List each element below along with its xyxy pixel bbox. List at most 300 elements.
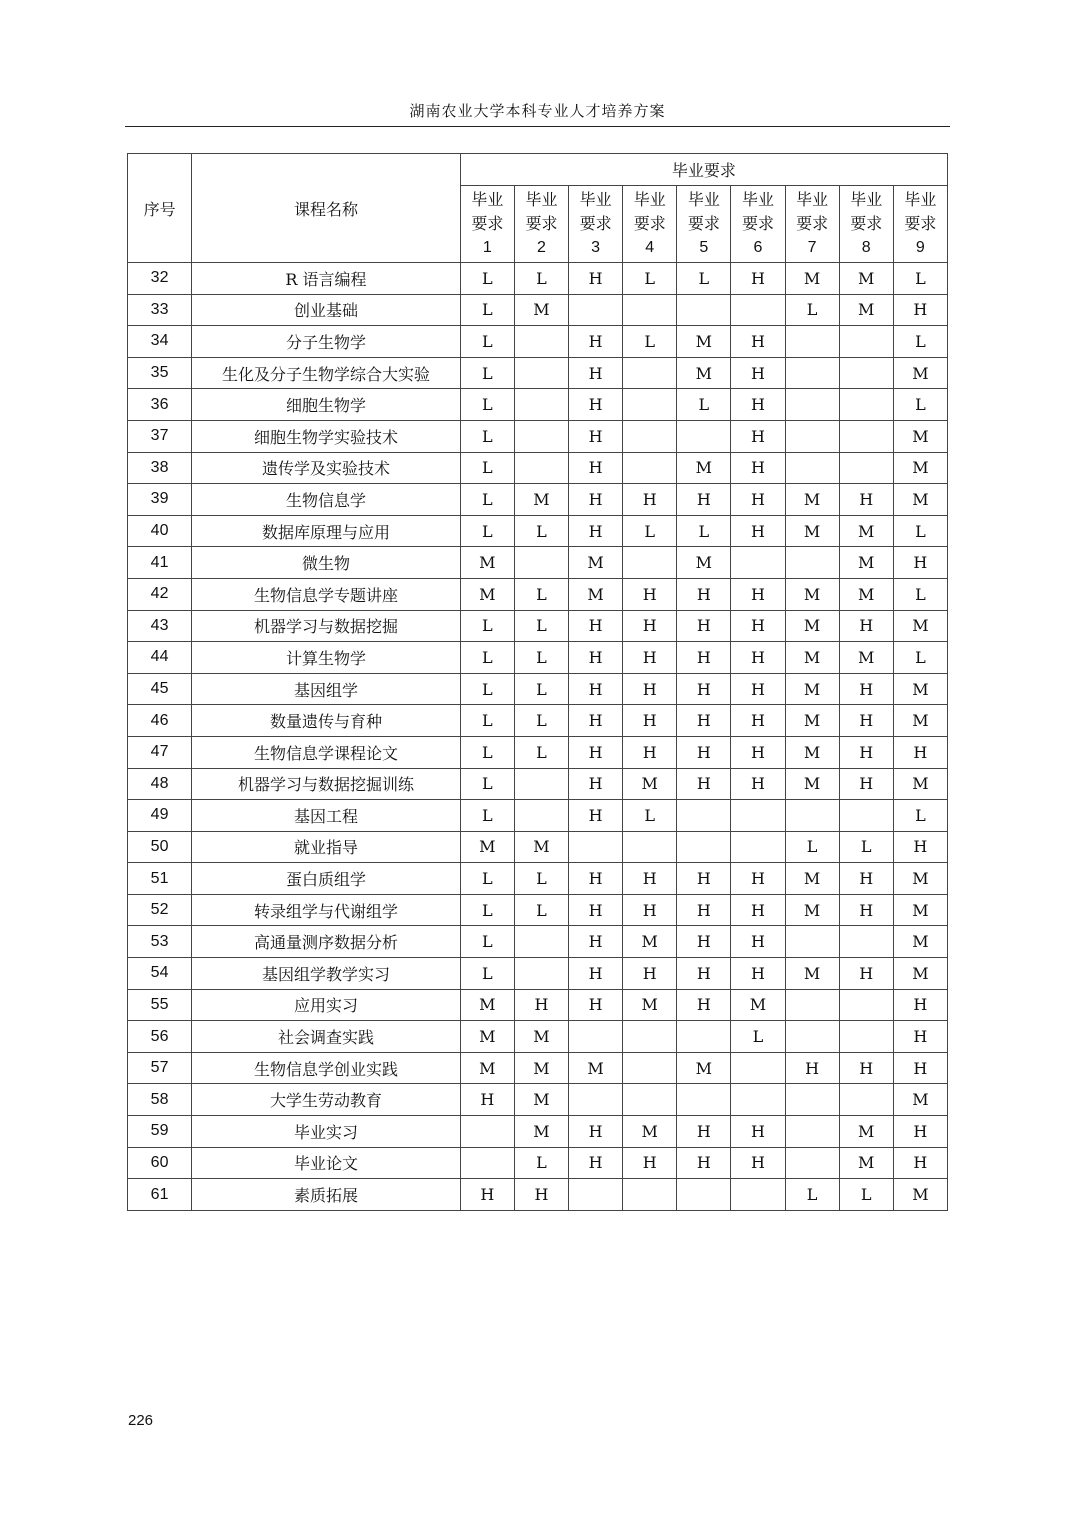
requirement-level-cell: H	[514, 1179, 568, 1211]
requirement-level-cell: H	[731, 926, 785, 958]
requirement-level-cell: L	[893, 578, 947, 610]
header-requirement-5	[677, 186, 731, 263]
requirement-level-cell	[785, 989, 839, 1021]
requirement-level-cell: H	[623, 705, 677, 737]
requirement-level-cell: M	[460, 831, 514, 863]
requirement-level-cell: M	[460, 1052, 514, 1084]
requirement-level-cell: L	[514, 515, 568, 547]
requirement-level-cell: H	[893, 736, 947, 768]
requirement-level-cell	[677, 420, 731, 452]
requirement-level-cell	[514, 357, 568, 389]
requirement-level-cell	[839, 326, 893, 358]
requirement-label-l2: 要求	[525, 214, 558, 233]
requirement-level-cell: M	[623, 768, 677, 800]
header-requirements-group: 毕业要求	[460, 154, 947, 186]
table-row	[128, 1021, 948, 1053]
requirement-level-cell: H	[623, 610, 677, 642]
requirement-level-cell: L	[839, 1179, 893, 1211]
requirement-level-cell: M	[460, 989, 514, 1021]
requirement-level-cell: L	[514, 673, 568, 705]
course-name: 转录组学与代谢组学	[192, 894, 461, 926]
requirement-level-cell: M	[785, 642, 839, 674]
requirement-level-cell: H	[731, 1147, 785, 1179]
table-row	[128, 831, 948, 863]
requirement-label-l2: 要求	[796, 214, 829, 233]
requirement-level-cell: H	[623, 736, 677, 768]
requirement-level-cell: M	[623, 926, 677, 958]
requirement-level-cell: H	[569, 958, 623, 990]
requirement-level-cell: M	[569, 1052, 623, 1084]
requirement-level-cell: H	[839, 610, 893, 642]
requirement-level-cell: M	[893, 958, 947, 990]
course-name: 创业基础	[192, 294, 461, 326]
row-index: 48	[128, 768, 192, 800]
requirement-level-cell: L	[623, 800, 677, 832]
requirement-level-cell: H	[731, 484, 785, 516]
requirement-level-cell: H	[677, 768, 731, 800]
requirement-level-cell: H	[731, 958, 785, 990]
table-row	[128, 420, 948, 452]
page-number: 226	[128, 1412, 154, 1429]
table-row	[128, 800, 948, 832]
requirement-level-cell	[839, 357, 893, 389]
requirement-level-cell	[785, 1084, 839, 1116]
requirement-level-cell	[569, 294, 623, 326]
requirement-level-cell	[623, 831, 677, 863]
table-row	[128, 768, 948, 800]
requirement-level-cell: H	[731, 357, 785, 389]
table-row	[128, 705, 948, 737]
requirement-label-l2: 要求	[579, 214, 612, 233]
requirement-level-cell: L	[460, 515, 514, 547]
table-row	[128, 610, 948, 642]
requirement-level-cell: H	[623, 484, 677, 516]
requirement-label-l1: 毕业	[525, 190, 558, 209]
requirement-level-cell: M	[839, 642, 893, 674]
requirement-level-cell	[731, 831, 785, 863]
requirement-level-cell: H	[569, 800, 623, 832]
requirement-level-cell: H	[569, 894, 623, 926]
requirement-level-cell: H	[569, 642, 623, 674]
table-row	[128, 958, 948, 990]
requirement-level-cell	[785, 326, 839, 358]
requirement-level-cell: L	[460, 736, 514, 768]
table-row	[128, 736, 948, 768]
requirement-level-cell: L	[893, 326, 947, 358]
requirement-level-cell: M	[893, 610, 947, 642]
requirement-level-cell	[623, 389, 677, 421]
requirement-level-cell: H	[731, 515, 785, 547]
requirement-level-cell: M	[893, 926, 947, 958]
requirement-level-cell: L	[460, 673, 514, 705]
requirement-level-cell: L	[785, 294, 839, 326]
requirement-level-cell: H	[731, 642, 785, 674]
course-name: 应用实习	[192, 989, 461, 1021]
requirement-level-cell: M	[785, 263, 839, 295]
requirement-level-cell: H	[731, 263, 785, 295]
requirement-level-cell: H	[569, 357, 623, 389]
requirement-level-cell	[514, 452, 568, 484]
requirement-level-cell	[514, 800, 568, 832]
table-row	[128, 263, 948, 295]
requirement-level-cell: M	[514, 1084, 568, 1116]
requirement-label-l1: 毕业	[904, 190, 937, 209]
header-requirement-8	[839, 186, 893, 263]
requirement-level-cell: H	[893, 989, 947, 1021]
requirement-level-cell: H	[569, 263, 623, 295]
requirement-level-cell: M	[785, 515, 839, 547]
row-index: 56	[128, 1021, 192, 1053]
header-requirement-2	[514, 186, 568, 263]
requirement-level-cell: L	[460, 484, 514, 516]
row-index: 33	[128, 294, 192, 326]
requirement-level-cell	[839, 800, 893, 832]
row-index: 57	[128, 1052, 192, 1084]
course-name: 生物信息学课程论文	[192, 736, 461, 768]
requirement-label-l1: 毕业	[741, 190, 774, 209]
course-name: 生物信息学	[192, 484, 461, 516]
requirement-level-cell: H	[677, 989, 731, 1021]
course-name: 蛋白质组学	[192, 863, 461, 895]
course-name: 大学生劳动教育	[192, 1084, 461, 1116]
requirement-level-cell	[514, 768, 568, 800]
requirement-label-l1: 毕业	[471, 190, 504, 209]
requirement-level-cell	[731, 1179, 785, 1211]
header-requirement-9	[893, 186, 947, 263]
requirement-level-cell: L	[785, 831, 839, 863]
requirement-level-cell	[785, 800, 839, 832]
requirement-level-cell: H	[893, 547, 947, 579]
requirement-level-cell: M	[839, 263, 893, 295]
requirement-level-cell	[839, 989, 893, 1021]
requirement-level-cell	[785, 420, 839, 452]
requirement-level-cell: H	[677, 926, 731, 958]
requirement-level-cell: L	[514, 642, 568, 674]
requirement-level-cell: M	[893, 420, 947, 452]
course-name: 生物信息学专题讲座	[192, 578, 461, 610]
requirement-label-n: 8	[861, 239, 871, 256]
requirement-level-cell: L	[514, 578, 568, 610]
requirement-level-cell: L	[514, 736, 568, 768]
requirement-level-cell: L	[514, 610, 568, 642]
requirement-level-cell	[785, 547, 839, 579]
table-row	[128, 1179, 948, 1211]
requirement-level-cell: H	[731, 736, 785, 768]
requirement-level-cell: M	[785, 736, 839, 768]
table-row	[128, 642, 948, 674]
requirement-level-cell: H	[569, 452, 623, 484]
requirement-label-n: 7	[807, 239, 817, 256]
requirement-level-cell: H	[677, 894, 731, 926]
requirement-level-cell: H	[677, 642, 731, 674]
row-index: 55	[128, 989, 192, 1021]
requirement-level-cell: H	[569, 768, 623, 800]
requirement-level-cell: M	[569, 547, 623, 579]
page-header-title: 湖南农业大学本科专业人才培养方案	[125, 100, 950, 127]
course-name: 基因组学教学实习	[192, 958, 461, 990]
requirement-level-cell	[731, 294, 785, 326]
requirement-level-cell: L	[514, 705, 568, 737]
requirement-level-cell: L	[460, 705, 514, 737]
requirement-level-cell: M	[839, 1116, 893, 1148]
requirement-level-cell: M	[677, 357, 731, 389]
requirement-level-cell: L	[460, 926, 514, 958]
requirement-level-cell	[785, 357, 839, 389]
requirement-label-l1: 毕业	[850, 190, 883, 209]
requirement-level-cell: M	[839, 578, 893, 610]
requirement-level-cell: L	[514, 894, 568, 926]
requirement-level-cell: H	[677, 736, 731, 768]
requirement-label-l1: 毕业	[579, 190, 612, 209]
requirement-level-cell: H	[623, 1147, 677, 1179]
requirement-label-l2: 要求	[904, 214, 937, 233]
requirement-level-cell: L	[514, 863, 568, 895]
table-row	[128, 1116, 948, 1148]
requirement-level-cell	[731, 1052, 785, 1084]
row-index: 43	[128, 610, 192, 642]
requirement-level-cell: H	[839, 673, 893, 705]
graduation-requirements-matrix	[127, 153, 948, 1211]
requirement-level-cell: H	[785, 1052, 839, 1084]
requirement-level-cell: H	[623, 894, 677, 926]
requirement-level-cell: M	[785, 768, 839, 800]
requirement-level-cell	[731, 1084, 785, 1116]
requirement-level-cell: L	[677, 263, 731, 295]
requirement-level-cell	[839, 1084, 893, 1116]
requirement-level-cell: L	[677, 389, 731, 421]
requirement-level-cell: H	[839, 894, 893, 926]
requirement-level-cell: H	[677, 484, 731, 516]
requirement-label-l2: 要求	[633, 214, 666, 233]
course-name: 高通量测序数据分析	[192, 926, 461, 958]
requirement-level-cell: H	[731, 894, 785, 926]
requirement-level-cell: H	[569, 389, 623, 421]
requirement-level-cell: M	[839, 1147, 893, 1179]
requirement-level-cell: H	[731, 768, 785, 800]
requirement-level-cell: L	[460, 894, 514, 926]
requirement-level-cell: M	[839, 515, 893, 547]
requirement-level-cell: M	[893, 484, 947, 516]
requirement-level-cell: L	[460, 420, 514, 452]
requirement-level-cell: H	[677, 958, 731, 990]
course-name: 数量遗传与育种	[192, 705, 461, 737]
requirement-level-cell: L	[460, 863, 514, 895]
requirement-level-cell: H	[514, 989, 568, 1021]
row-index: 32	[128, 263, 192, 295]
requirement-level-cell	[785, 452, 839, 484]
requirement-level-cell: L	[460, 958, 514, 990]
requirement-level-cell: M	[785, 673, 839, 705]
requirement-level-cell: H	[569, 705, 623, 737]
requirement-label-n: 9	[915, 239, 925, 256]
row-index: 38	[128, 452, 192, 484]
requirement-level-cell	[623, 357, 677, 389]
requirement-level-cell	[623, 547, 677, 579]
requirement-level-cell: H	[569, 736, 623, 768]
requirement-level-cell: M	[569, 578, 623, 610]
course-name: 生物信息学创业实践	[192, 1052, 461, 1084]
requirement-level-cell: M	[677, 547, 731, 579]
requirement-level-cell: H	[893, 294, 947, 326]
course-name: 计算生物学	[192, 642, 461, 674]
requirement-level-cell	[839, 926, 893, 958]
requirement-level-cell: M	[785, 484, 839, 516]
requirement-level-cell: H	[677, 863, 731, 895]
row-index: 51	[128, 863, 192, 895]
requirement-level-cell	[677, 1084, 731, 1116]
requirement-level-cell: H	[731, 326, 785, 358]
row-index: 59	[128, 1116, 192, 1148]
requirement-level-cell	[785, 389, 839, 421]
requirement-level-cell: H	[731, 452, 785, 484]
requirement-level-cell: H	[623, 958, 677, 990]
row-index: 54	[128, 958, 192, 990]
requirement-level-cell: H	[893, 1021, 947, 1053]
requirement-level-cell: M	[514, 1116, 568, 1148]
requirement-level-cell: M	[893, 1084, 947, 1116]
requirement-level-cell	[623, 1021, 677, 1053]
requirement-level-cell: M	[514, 831, 568, 863]
requirement-level-cell: M	[460, 1021, 514, 1053]
requirement-level-cell: M	[839, 547, 893, 579]
requirement-level-cell	[514, 958, 568, 990]
requirement-level-cell	[623, 294, 677, 326]
requirement-level-cell: M	[514, 294, 568, 326]
requirement-level-cell: H	[731, 863, 785, 895]
row-index: 37	[128, 420, 192, 452]
requirement-level-cell	[839, 1021, 893, 1053]
requirement-label-l1: 毕业	[796, 190, 829, 209]
table-row	[128, 294, 948, 326]
row-index: 60	[128, 1147, 192, 1179]
requirement-level-cell: H	[460, 1084, 514, 1116]
header-requirement-4	[623, 186, 677, 263]
requirement-level-cell: L	[460, 642, 514, 674]
course-name: 素质拓展	[192, 1179, 461, 1211]
table-row	[128, 1084, 948, 1116]
requirement-level-cell: H	[623, 863, 677, 895]
row-index: 46	[128, 705, 192, 737]
requirement-level-cell: H	[623, 578, 677, 610]
table-row	[128, 673, 948, 705]
requirement-level-cell: L	[514, 263, 568, 295]
header-requirement-3	[569, 186, 623, 263]
requirement-level-cell: L	[893, 263, 947, 295]
header-requirement-7	[785, 186, 839, 263]
requirement-level-cell: H	[731, 673, 785, 705]
requirement-level-cell: H	[731, 705, 785, 737]
requirement-level-cell: H	[569, 926, 623, 958]
requirement-level-cell: H	[893, 1052, 947, 1084]
matrix-body	[128, 263, 948, 1211]
requirement-level-cell: L	[460, 452, 514, 484]
row-index: 42	[128, 578, 192, 610]
requirement-level-cell: M	[677, 326, 731, 358]
requirement-level-cell: M	[893, 768, 947, 800]
requirement-level-cell: H	[731, 610, 785, 642]
row-index: 36	[128, 389, 192, 421]
row-index: 52	[128, 894, 192, 926]
requirement-level-cell	[731, 547, 785, 579]
requirement-label-l2: 要求	[741, 214, 774, 233]
requirement-level-cell: H	[569, 863, 623, 895]
course-name: 数据库原理与应用	[192, 515, 461, 547]
requirement-level-cell: H	[677, 1116, 731, 1148]
row-index: 44	[128, 642, 192, 674]
row-index: 41	[128, 547, 192, 579]
course-name: 分子生物学	[192, 326, 461, 358]
requirement-label-l1: 毕业	[633, 190, 666, 209]
table-row	[128, 547, 948, 579]
requirement-level-cell: H	[623, 673, 677, 705]
requirement-level-cell: M	[731, 989, 785, 1021]
requirement-level-cell: H	[569, 1147, 623, 1179]
requirement-level-cell	[569, 1021, 623, 1053]
requirement-level-cell: M	[623, 989, 677, 1021]
requirement-level-cell: H	[839, 705, 893, 737]
table-row	[128, 515, 948, 547]
row-index: 58	[128, 1084, 192, 1116]
requirement-level-cell: M	[785, 578, 839, 610]
requirement-level-cell: M	[785, 705, 839, 737]
requirement-level-cell: L	[839, 831, 893, 863]
course-name: 基因工程	[192, 800, 461, 832]
requirement-level-cell	[569, 1084, 623, 1116]
requirement-level-cell	[623, 1179, 677, 1211]
requirement-level-cell	[514, 420, 568, 452]
requirement-level-cell	[839, 452, 893, 484]
requirement-level-cell: L	[460, 263, 514, 295]
course-name: 细胞生物学	[192, 389, 461, 421]
requirement-level-cell	[785, 1116, 839, 1148]
course-name: R 语言编程	[192, 263, 461, 295]
row-index: 50	[128, 831, 192, 863]
requirement-label-l2: 要求	[850, 214, 883, 233]
requirement-level-cell	[623, 1084, 677, 1116]
requirement-level-cell: L	[731, 1021, 785, 1053]
requirement-label-l1: 毕业	[687, 190, 720, 209]
requirement-level-cell: H	[839, 768, 893, 800]
requirement-level-cell: H	[677, 673, 731, 705]
requirement-level-cell: M	[460, 578, 514, 610]
requirement-level-cell: L	[460, 389, 514, 421]
requirement-level-cell: H	[569, 515, 623, 547]
requirement-level-cell: H	[893, 1147, 947, 1179]
requirement-level-cell: M	[514, 484, 568, 516]
requirement-label-n: 3	[591, 239, 601, 256]
requirement-level-cell: H	[569, 420, 623, 452]
requirement-level-cell: L	[460, 768, 514, 800]
table-row	[128, 484, 948, 516]
requirement-level-cell: H	[569, 1116, 623, 1148]
requirement-level-cell: M	[460, 547, 514, 579]
requirement-level-cell: L	[460, 610, 514, 642]
requirement-level-cell: M	[893, 452, 947, 484]
requirement-label-l2: 要求	[687, 214, 720, 233]
course-name: 就业指导	[192, 831, 461, 863]
requirement-level-cell: H	[839, 1052, 893, 1084]
requirement-level-cell	[569, 1179, 623, 1211]
requirement-level-cell: M	[623, 1116, 677, 1148]
requirement-level-cell: L	[893, 515, 947, 547]
course-name: 微生物	[192, 547, 461, 579]
course-name: 遗传学及实验技术	[192, 452, 461, 484]
requirement-level-cell: M	[893, 673, 947, 705]
row-index: 49	[128, 800, 192, 832]
requirement-level-cell: H	[623, 642, 677, 674]
requirement-label-l2: 要求	[471, 214, 504, 233]
requirement-level-cell: L	[893, 800, 947, 832]
